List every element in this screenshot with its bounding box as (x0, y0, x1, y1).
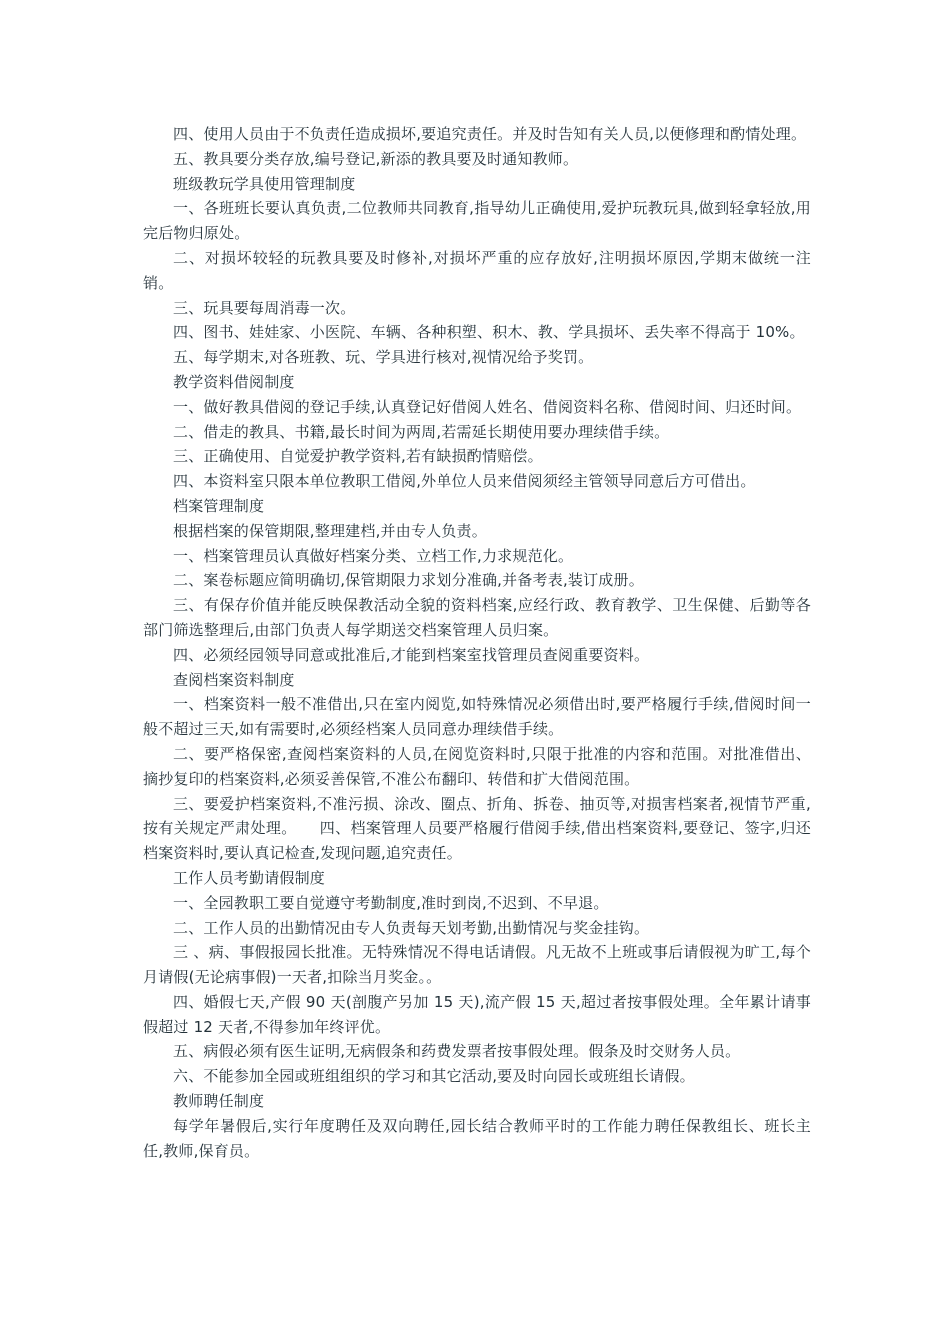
paragraph: 四、婚假七天,产假 90 天(剖腹产另加 15 天),流产假 15 天,超过者按事假处理。全年累计请事假超过 12 天者,不得参加年终评优。 (143, 992, 811, 1036)
paragraph: 三、要爱护档案资料,不准污损、涂改、圈点、折角、拆卷、抽页等,对损害档案者,视情节严重,按有关规定严肃处理。 四、档案管理人员要严格履行借阅手续,借出档案资料,要登记、签字,归还档案资料时,要认真记检查,发现问题,追究责任。 (143, 794, 811, 863)
document-body (143, 122, 811, 1163)
paragraph: 每学年暑假后,实行年度聘任及双向聘任,园长结合教师平时的工作能力聘任保教组长、班长主任,教师,保育员。 (143, 1116, 811, 1160)
paragraph: 四、图书、娃娃家、小医院、车辆、各种积塑、积木、教、学具损坏、丢失率不得高于 10%。 (173, 323, 805, 342)
paragraph: 一、档案管理员认真做好档案分类、立档工作,力求规范化。 (173, 546, 574, 565)
paragraph: 一、做好教具借阅的登记手续,认真登记好借阅人姓名、借阅资料名称、借阅时间、归还时间。 (173, 397, 802, 416)
paragraph: 三 、病、事假报园长批准。无特殊情况不得电话请假。凡无故不上班或事后请假视为旷工,每个月请假(无论病事假)一天者,扣除当月奖金。。 (143, 943, 811, 987)
paragraph: 三、有保存价值并能反映保教活动全貌的资料档案,应经行政、教育教学、卫生保健、后勤等各部门筛选整理后,由部门负责人每学期送交档案管理人员归案。 (143, 596, 811, 639)
paragraph: 五、每学期末,对各班教、玩、学具进行核对,视情况给予奖罚。 (173, 348, 594, 367)
paragraph: 四、使用人员由于不负责任造成损坏,要追究责任。并及时告知有关人员,以便修理和酌情处理。 (173, 125, 807, 143)
paragraph: 三、正确使用、自觉爱护教学资料,若有缺损酌情赔偿。 (173, 447, 543, 466)
section-heading: 教学资料借阅制度 (173, 372, 295, 391)
section-heading: 档案管理制度 (173, 496, 265, 515)
paragraph: 二、案卷标题应简明确切,保管期限力求划分准确,并备考表,装订成册。 (173, 571, 644, 590)
paragraph: 二、借走的教具、书籍,最长时间为两周,若需延长期使用要办理续借手续。 (173, 422, 670, 441)
paragraph: 二、对损坏较轻的玩教具要及时修补,对损坏严重的应存放好,注明损坏原因,学期末做统一注销。 (143, 248, 811, 292)
section-heading: 班级教玩学具使用管理制度 (173, 174, 356, 193)
paragraph: 一、全园教职工要自觉遵守考勤制度,准时到岗,不迟到、不早退。 (173, 893, 609, 912)
section-heading: 教师聘任制度 (173, 1092, 265, 1111)
section-heading: 查阅档案资料制度 (173, 670, 295, 689)
paragraph: 一、档案资料一般不准借出,只在室内阅览,如特殊情况必须借出时,要严格履行手续,借阅时间一般不超过三天,如有需要时,必须经档案人员同意办理续借手续。 (143, 695, 811, 739)
paragraph: 五、教具要分类存放,编号登记,新添的教具要及时通知教师。 (173, 149, 579, 168)
paragraph: 二、工作人员的出勤情况由专人负责每天划考勤,出勤情况与奖金挂钩。 (173, 918, 650, 937)
paragraph: 二、要严格保密,查阅档案资料的人员,在阅览资料时,只限于批准的内容和范围。对批准借出、摘抄复印的档案资料,必须妥善保管,不准公布翻印、转借和扩大借阅范围。 (143, 744, 811, 788)
paragraph: 五、病假必须有医生证明,无病假条和药费发票者按事假处理。假条及时交财务人员。 (173, 1042, 741, 1061)
paragraph: 六、不能参加全园或班组组织的学习和其它活动,要及时向园长或班组长请假。 (173, 1067, 695, 1086)
paragraph: 四、必须经园领导同意或批准后,才能到档案室找管理员查阅重要资料。 (173, 645, 650, 664)
paragraph: 三、玩具要每周消毒一次。 (173, 298, 356, 317)
paragraph: 四、本资料室只限本单位教职工借阅,外单位人员来借阅须经主管领导同意后方可借出。 (173, 472, 756, 491)
section-heading: 工作人员考勤请假制度 (173, 868, 326, 887)
paragraph: 一、各班班长要认真负责,二位教师共同教育,指导幼儿正确使用,爱护玩教玩具,做到轻拿轻放,用完后物归原处。 (143, 199, 811, 243)
paragraph: 根据档案的保管期限,整理建档,并由专人负责。 (173, 521, 487, 540)
